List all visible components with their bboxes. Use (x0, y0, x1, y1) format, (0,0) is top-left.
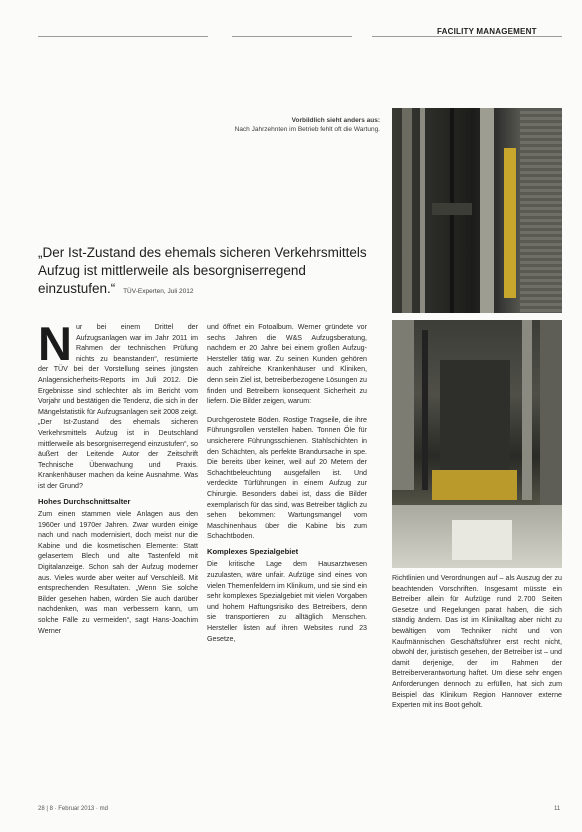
elevator-shaft-photo-top (392, 108, 562, 313)
header-rule-left (38, 36, 208, 37)
article-paragraph: und öffnet ein Fotoalbum. Werner gründete vor sechs Jahren die W&S Aufzugsberatung, nachdem er 20 Jahre bei einem großen Aufzug-Hersteller tätig war. Zu seinen Kunden gehören auch zahlreiche Krankenhäuser und Kliniken, denn sein Ziel ist, betreiberbezogene Lösungen zu finden und Betreibern konsequent Sicherheit zu liefern. Die Bilder zeigen, warum: (207, 323, 367, 406)
caption-text: Nach Jahrzehnten im Betrieb fehlt oft die Wartung. (234, 126, 380, 133)
footer-issue: 28 | 8 · Februar 2013 · md (38, 806, 108, 812)
article-column-2 (207, 322, 367, 644)
article-paragraph: Zum einen stammen viele Anlagen aus den 1960er und 1970er Jahren. Zwar wurden einige nach und nach modernisiert, doch meist nur die Kabine und die kosmetischen Elemente: Statt gelasertem Blech und alte Tastenfeld mit Digitalanzeige. Schon sah der Aufzug moderner aus. Vieles wurde aber weiter auf Verschleiß. Mit entsprechenden Resultaten. „Wenn Sie solche Bilder gesehen haben, würden Sie auch darüber nachdenken, was man verbessern kann, um solche Fälle zu vermeiden“, sagt Hans-Joachim Werner (38, 510, 198, 635)
pull-quote-source: TÜV-Experten, Juli 2012 (123, 288, 194, 295)
subheading-spezialgebiet: Komplexes Spezialgebiet (207, 546, 299, 556)
pull-quote-text: „Der Ist-Zustand des ehemals sicheren Verkehrsmittels Aufzug ist mittlerweile als besorgniserregend einzustufen.“ (38, 245, 367, 296)
article-paragraph: Richtlinien und Verordnungen auf – als Auszug der zu beachtenden Vorschriften. Insgesamt müsste ein Betreiber allein für Aufzüge rund 2.700 Seiten Gesetze und Regelungen parat haben, die sich ständig ändern. Das ist im Klinikalltag aber nicht zu bewältigen vom Techniker nicht und von Kaufmännischen Geschäftsführer erst recht nicht, obwohl der, juristisch gesehen, der Betreiber ist – und damit derjenige, der im Rahmen der Betreiberverantwortung haftet. Um diese sehr engen Anforderungen dennoch zu erfüllen, hat sich zum Beispiel das Klinikum Region Hannover externe Experten mit ins Boot geholt. (392, 574, 562, 710)
article-column-3 (392, 573, 562, 711)
drop-cap: N (38, 317, 72, 370)
header-rule-right (372, 36, 562, 37)
caption-title: Vorbildlich sieht anders aus: (291, 117, 380, 124)
elevator-shaft-photo-bottom (392, 320, 562, 568)
page-number: 11 (554, 806, 561, 812)
header-rule-mid (232, 36, 352, 37)
article-intro: ur bei einem Drittel der Aufzugsanlagen war im Jahr 2011 im Rahmen der technischen Prüfung nichts zu beanstanden“, resümierte der TÜV bei der Vorstellung seines jüngsten Anlagensicherheits-Reports im Juli 2012. Die Ergebnisse sind schlechter als im Bericht vom Vorjahr und bestätigen die Tendenz, die sich in der Mängelstatistik für Aufzugsanlagen seit 2008 zeigt. „Der Ist-Zustand des ehemals sicheren Verkehrsmittels Aufzug ist in Deutschland mittlerweile als besorgniserregend einzustufen“, so äußert der Leitende Autor der Zeitschrift Technische Überwachung und Praxis. Krankenhäuser machen da keine Ausnahme. Was ist der Grund? (38, 323, 198, 490)
article-paragraph: Durchgerostete Böden. Rostige Tragseile, die ihre Führungsrollen verstellen haben. Tonnen Öle für unsicherere Führungsschienen. Stahlschichten in den Schächten, als perfekte Brandursache in spe. Die bereits über keiner, weil auf 20 Metern der Schachtbeleuchtung ausgefallen ist. Und verdeckte Türführungen in einem Aufzug zur Chirurgie. Besonders dabei ist, dass die Bilder exemplarisch für das sind, was Betreiber täglich zu sehen bekommen: Wartungsmangel vom Maschinenhaus über die Kabine bis zum Schachtboden. (207, 415, 367, 541)
article-paragraph: Die kritische Lage dem Hausarztwesen zuzulasten, wäre unfair. Aufzüge sind eines von vielen Themenfeldern im Klinikum, und sie sind ein sehr komplexes Spezialgebiet mit vielen Vorgaben und hohem Haftungsrisiko des Betreibers, denn sie transportieren zu alltäglich Menschen. Hersteller listen auf ihren Websites rund 23 Gesetze, (207, 560, 367, 643)
article-column-1 (38, 317, 198, 636)
subheading-durchschnittsalter: Hohes Durchschnittsalter (38, 496, 131, 506)
pull-quote (38, 244, 378, 301)
photo-caption (230, 116, 380, 134)
section-label: FACILITY MANAGEMENT (437, 27, 537, 36)
